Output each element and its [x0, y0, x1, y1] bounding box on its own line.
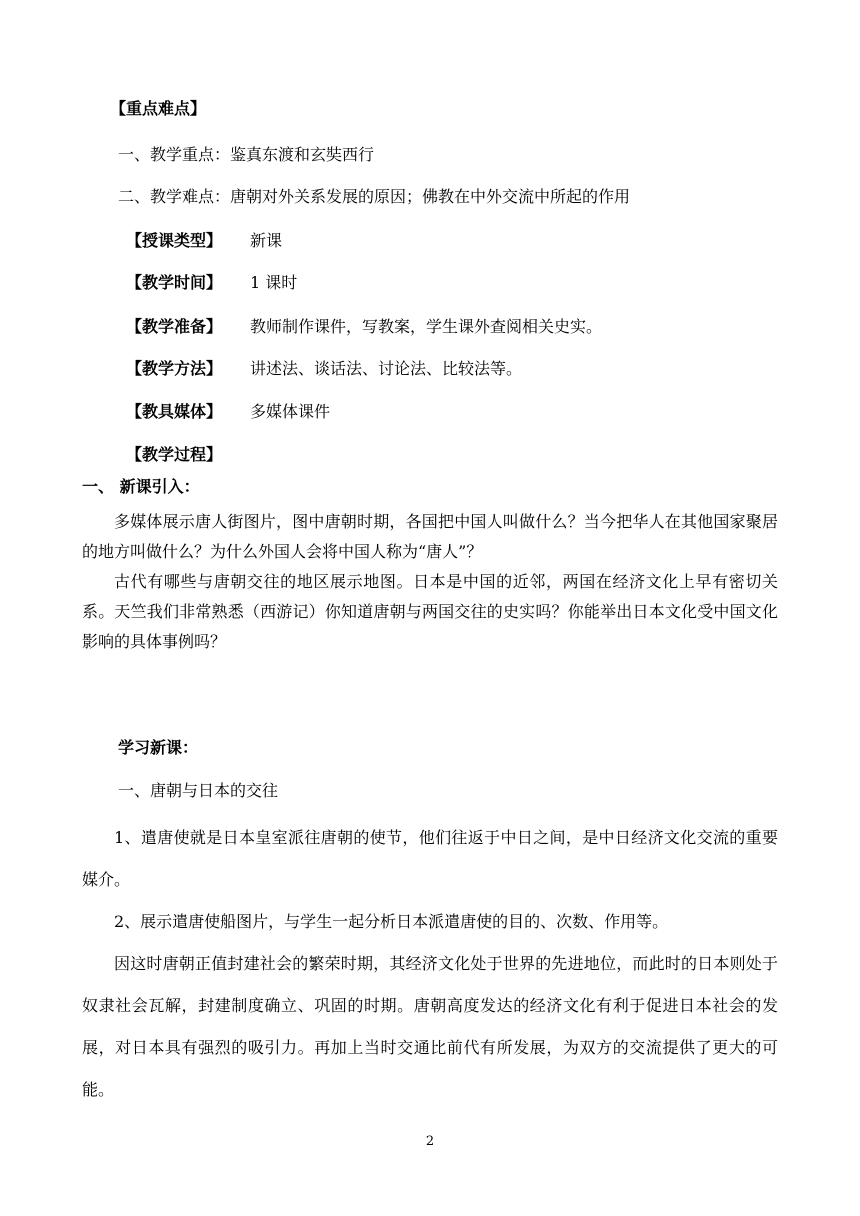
intro-heading: 一、 新课引入：: [82, 477, 200, 496]
media-row: [126, 404, 330, 420]
new-lesson-heading: 学习新课：: [118, 738, 199, 757]
teaching-difficulty: 二、教学难点：唐朝对外关系发展的原因；佛教在中外交流中所起的作用: [118, 187, 631, 206]
intro-paragraph-1: 多媒体展示唐人街图片，图中唐朝时期，各国把中国人叫做什么？当今把华人在其他国家聚居的地方叫做什么？为什么外国人会将中国人称为“唐人”？: [82, 512, 778, 561]
intro-body: [82, 507, 778, 657]
lesson-type-value: 新课: [250, 231, 283, 250]
media-value: 多媒体课件: [250, 402, 331, 421]
process-heading: 【教学过程】: [126, 445, 223, 464]
lesson-time-row: [126, 275, 297, 291]
lesson-time-label: 【教学时间】: [126, 273, 223, 292]
section-tang-japan: 一、唐朝与日本的交往: [118, 781, 279, 800]
method-row: [126, 361, 522, 377]
lesson-type-row: [126, 233, 282, 249]
method-label: 【教学方法】: [126, 359, 223, 378]
lesson-body: [82, 817, 778, 1111]
page-number: 2: [425, 1134, 435, 1149]
lesson-point-2: 2、展示遣唐使船图片，与学生一起分析日本派遣唐使的目的、次数、作用等。: [114, 912, 669, 931]
lesson-type-label: 【授课类型】: [126, 231, 223, 250]
media-label: 【教具媒体】: [126, 402, 223, 421]
lesson-paragraph-3: 因这时唐朝正值封建社会的繁荣时期，其经济文化处于世界的先进地位，而此时的日本则处于奴隶社会瓦解，封建制度确立、巩固的时期。唐朝高度发达的经济文化有利于促进日本社会的发展，对日本具有强烈的吸引力。再加上当时交通比前代有所发展，为双方的交流提供了更大的可能。: [82, 954, 778, 1099]
intro-paragraph-2: 古代有哪些与唐朝交往的地区展示地图。日本是中国的近邻，两国在经济文化上早有密切关系。天竺我们非常熟悉（西游记）你知道唐朝与两国交往的史实吗？你能举出日本文化受中国文化影响的具体事例吗？: [82, 572, 778, 651]
preparation-row: [126, 319, 602, 335]
lesson-point-1: 1、遣唐使就是日本皇室派往唐朝的使节，他们往返于中日之间，是中日经济文化交流的重要媒介。: [82, 828, 778, 889]
lesson-time-value: 1 课时: [250, 273, 298, 292]
preparation-value: 教师制作课件，写教案，学生课外查阅相关史实。: [250, 317, 603, 336]
method-value: 讲述法、谈话法、讨论法、比较法等。: [250, 359, 523, 378]
preparation-label: 【教学准备】: [126, 317, 223, 336]
teaching-focus: 一、教学重点：鉴真东渡和玄奘西行: [118, 145, 375, 164]
key-points-heading: 【重点难点】: [110, 99, 207, 118]
